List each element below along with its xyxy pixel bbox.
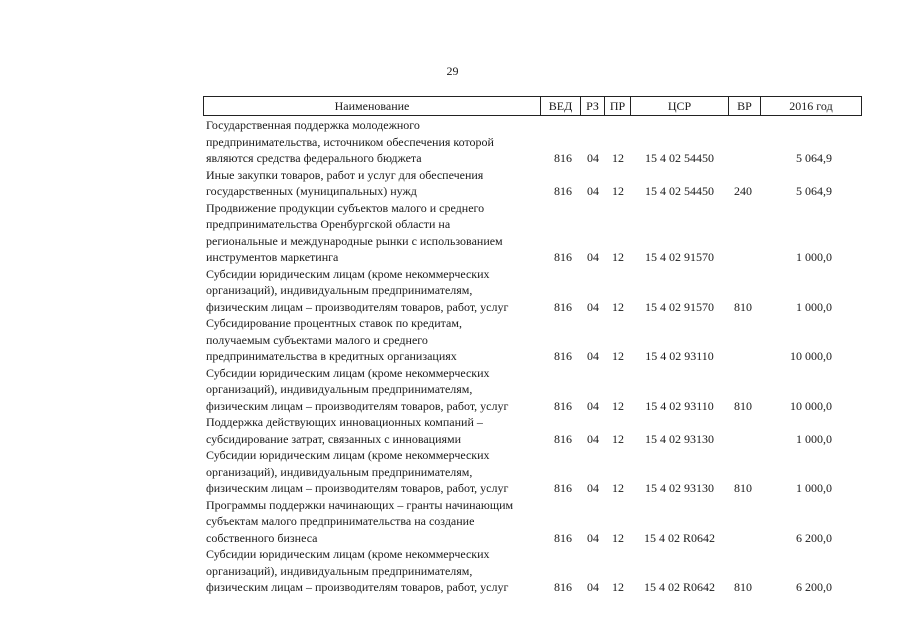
row-csr: 15 4 02 R0642 — [643, 580, 715, 594]
row-sum: 5 064,9 — [796, 184, 832, 198]
table-row — [0, 365, 905, 415]
row-rz: 04 — [587, 151, 599, 165]
row-name — [206, 497, 536, 547]
row-csr: 15 4 02 54450 — [645, 184, 714, 198]
row-rz: 04 — [587, 250, 599, 264]
row-ved: 816 — [554, 349, 572, 363]
row-rz: 04 — [587, 299, 599, 314]
table-row — [0, 414, 905, 447]
row-ved: 816 — [554, 151, 572, 165]
row-rz: 04 — [587, 481, 599, 495]
row-name — [206, 117, 536, 167]
row-csr: 15 4 02 91570 — [645, 250, 714, 264]
row-vr: 810 — [734, 398, 752, 413]
row-name-line: государственных (муниципальных) нужд — [206, 184, 417, 198]
row-name-line: физическим лицам – производителям товаров, работ, услуг — [206, 299, 509, 314]
row-name — [206, 447, 536, 497]
table-row — [0, 315, 905, 365]
row-sum: 1 000,0 — [796, 250, 832, 264]
row-name-line: предпринимательства в кредитных организациях — [206, 349, 457, 363]
row-name-line: Продвижение продукции субъектов малого и среднего — [206, 200, 485, 215]
row-rz: 04 — [587, 431, 599, 446]
row-name — [206, 315, 536, 365]
row-name-line: физическим лицам – производителям товаров, работ, услуг — [206, 398, 509, 413]
row-sum: 5 064,9 — [796, 151, 832, 165]
row-pr: 12 — [612, 580, 624, 594]
row-csr: 15 4 02 93110 — [645, 398, 714, 413]
row-sum: 1 000,0 — [796, 299, 832, 314]
row-name-line: Субсидирование процентных ставок по кредитам, — [206, 316, 462, 330]
table-body — [0, 117, 905, 596]
row-pr: 12 — [612, 530, 624, 545]
row-pr: 12 — [612, 151, 624, 165]
row-sum: 6 200,0 — [796, 580, 832, 594]
header-ved: ВЕД — [540, 97, 580, 115]
row-name-line: региональные и международные рынки с использованием — [206, 233, 503, 248]
row-name-line: Субсидии юридическим лицам (кроме некоммерческих — [206, 266, 490, 281]
table-row — [0, 266, 905, 316]
row-name-line: Государственная поддержка молодежного — [206, 118, 420, 132]
row-name-line: предпринимательства Оренбургской области на — [206, 217, 451, 231]
row-ved: 816 — [554, 398, 572, 413]
table-row — [0, 200, 905, 266]
row-name-line: инструментов маркетинга — [206, 250, 339, 264]
row-sum: 1 000,0 — [796, 481, 832, 495]
row-name-line: собственного бизнеса — [206, 530, 318, 545]
row-pr: 12 — [612, 349, 624, 363]
header-csr: ЦСР — [630, 97, 728, 115]
row-name-line: Программы поддержки начинающих – гранты начинающим — [206, 497, 514, 512]
row-sum: 10 000,0 — [790, 398, 832, 413]
row-name-line: предпринимательства, источником обеспечения которой — [206, 134, 494, 149]
row-name — [206, 365, 536, 415]
row-pr: 12 — [612, 398, 624, 413]
row-name — [206, 266, 536, 316]
row-ved: 816 — [554, 530, 572, 545]
row-csr: 15 4 02 93130 — [645, 431, 714, 446]
header-vr: ВР — [728, 97, 760, 115]
header-year: 2016 год — [760, 97, 861, 115]
table-row — [0, 546, 905, 596]
table-row — [0, 167, 905, 200]
table-row — [0, 117, 905, 167]
row-name-line: Субсидии юридическим лицам (кроме некоммерческих — [206, 448, 490, 462]
row-rz: 04 — [587, 398, 599, 413]
row-name — [206, 546, 536, 596]
table-row — [0, 497, 905, 547]
row-rz: 04 — [587, 580, 599, 594]
row-name-line: Поддержка действующих инновационных компаний – — [206, 415, 483, 429]
row-csr: 15 4 02 93110 — [645, 349, 714, 363]
row-sum: 6 200,0 — [796, 530, 832, 545]
row-pr: 12 — [612, 481, 624, 495]
row-name — [206, 167, 536, 200]
row-csr: 15 4 02 91570 — [645, 299, 714, 314]
row-csr: 15 4 02 93130 — [645, 481, 714, 495]
row-name-line: являются средства федерального бюджета — [206, 151, 422, 165]
row-name-line: Иные закупки товаров, работ и услуг для обеспечения — [206, 167, 484, 182]
row-ved: 816 — [554, 184, 572, 198]
row-name-line: организаций), индивидуальным предпринимателям, — [206, 283, 473, 297]
row-vr: 810 — [734, 299, 752, 314]
header-name: Наименование — [334, 99, 410, 113]
row-name-line: субсидирование затрат, связанных с инновациями — [206, 431, 462, 446]
row-vr: 810 — [734, 481, 752, 495]
row-vr: 240 — [734, 184, 752, 198]
row-name-line: организаций), индивидуальным предпринимателям, — [206, 563, 473, 578]
row-csr: 15 4 02 R0642 — [643, 530, 715, 545]
row-pr: 12 — [612, 431, 624, 446]
row-sum: 1 000,0 — [796, 431, 832, 446]
row-sum: 10 000,0 — [790, 349, 832, 363]
row-name-line: Субсидии юридическим лицам (кроме некоммерческих — [206, 547, 490, 561]
table-row — [0, 447, 905, 497]
row-name-line: физическим лицам – производителям товаров, работ, услуг — [206, 481, 509, 495]
header-rz: РЗ — [580, 97, 604, 115]
row-name-line: организаций), индивидуальным предпринимателям, — [206, 464, 473, 479]
row-pr: 12 — [612, 184, 624, 198]
row-ved: 816 — [554, 299, 572, 314]
row-name — [206, 414, 536, 447]
row-pr: 12 — [612, 250, 624, 264]
page-number: 29 — [446, 64, 459, 78]
row-name-line: физическим лицам – производителям товаров, работ, услуг — [206, 580, 509, 594]
row-name-line: получаемым субъектами малого и среднего — [206, 332, 428, 347]
row-ved: 816 — [554, 250, 572, 264]
header-pr: ПР — [604, 97, 630, 115]
row-rz: 04 — [587, 349, 599, 363]
row-name-line: Субсидии юридическим лицам (кроме некоммерческих — [206, 365, 490, 380]
row-name-line: организаций), индивидуальным предпринимателям, — [206, 382, 473, 396]
row-ved: 816 — [554, 481, 572, 495]
table-header — [203, 96, 862, 116]
row-vr: 810 — [734, 580, 752, 594]
row-name — [206, 200, 536, 266]
row-rz: 04 — [587, 530, 599, 545]
row-ved: 816 — [554, 580, 572, 594]
row-csr: 15 4 02 54450 — [645, 151, 714, 165]
row-name-line: субъектам малого предпринимательства на создание — [206, 514, 475, 528]
row-ved: 816 — [554, 431, 572, 446]
row-pr: 12 — [612, 299, 624, 314]
row-rz: 04 — [587, 184, 599, 198]
